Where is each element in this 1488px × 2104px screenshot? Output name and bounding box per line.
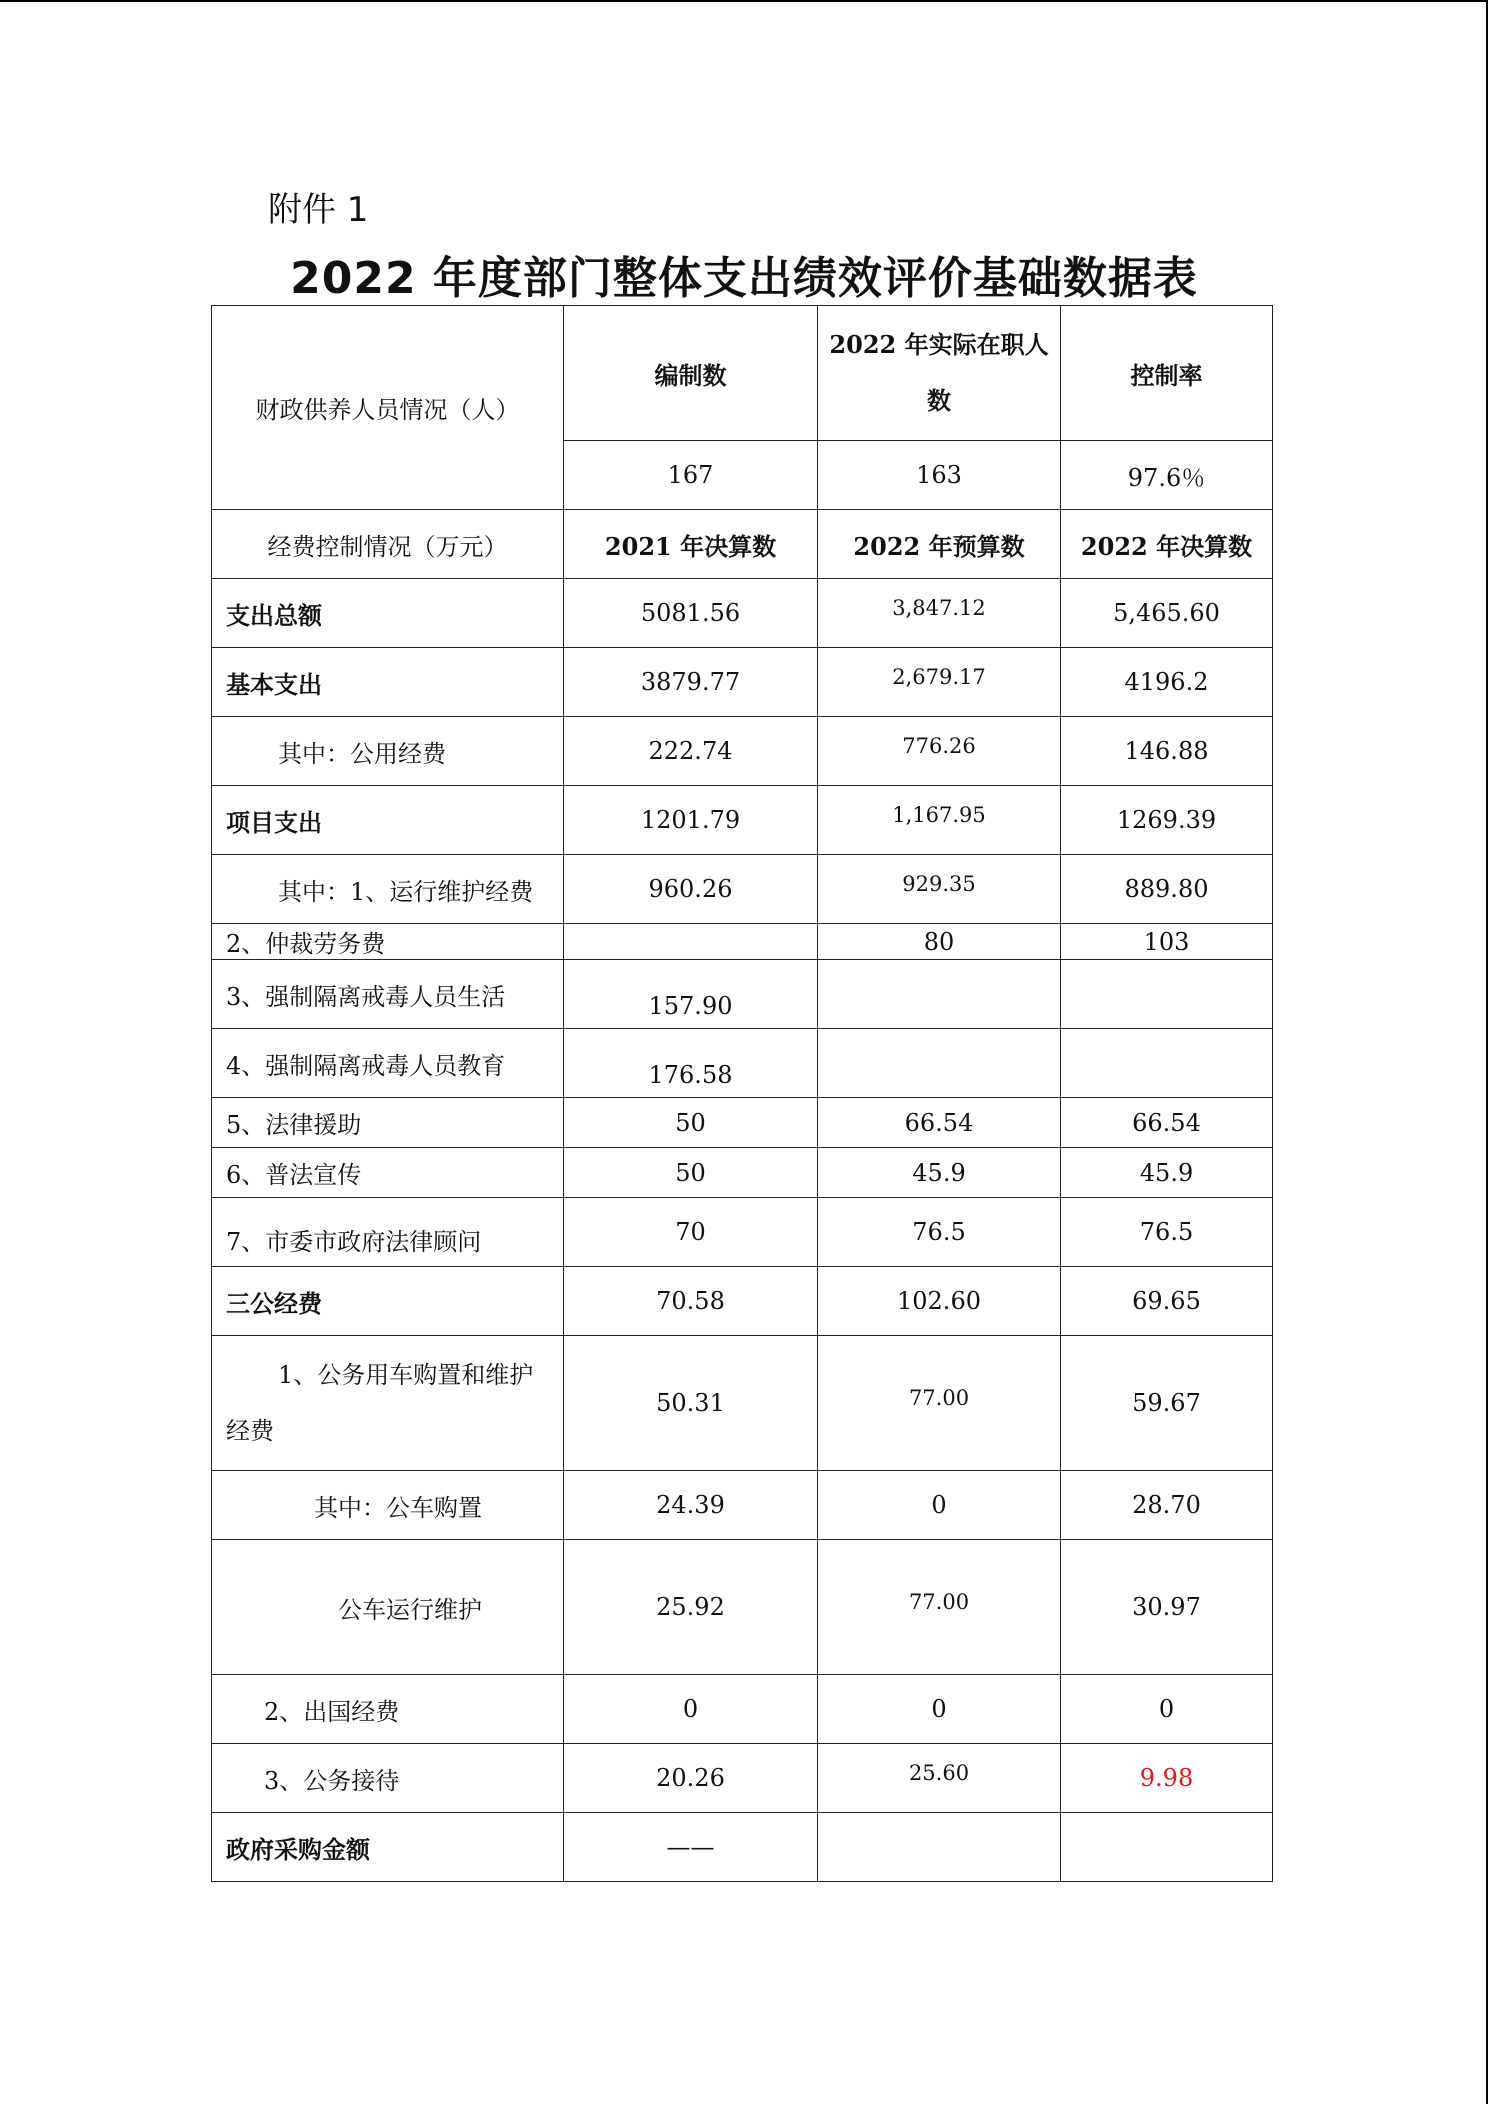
row-label: 2、出国经费	[212, 1675, 564, 1744]
value-cell: 77.00	[908, 1590, 970, 1614]
value-cell: 163	[818, 441, 1061, 510]
value-cell: 176.58	[564, 1029, 818, 1098]
value-cell: 889.80	[1061, 855, 1273, 924]
table-row	[212, 960, 1273, 1029]
table-row	[212, 924, 1273, 960]
attachment-label: 附件 1	[268, 190, 369, 230]
header-cell: 2022 年预算数	[818, 510, 1061, 579]
row-label-line2: 经费	[226, 1417, 274, 1445]
table-row	[212, 1540, 1273, 1675]
row-label: 其中：公车购置	[212, 1471, 564, 1540]
row-label: 支出总额	[212, 579, 564, 648]
table-row	[212, 1029, 1273, 1098]
value-cell: 76.5	[818, 1198, 1061, 1267]
staff-label-cell	[212, 306, 564, 510]
value-cell: 69.65	[1061, 1267, 1273, 1336]
table-row	[212, 1813, 1273, 1882]
row-label-line1: 1、公务用车购置和维护	[278, 1361, 534, 1389]
staff-label: 财政供养人员情况（人）	[255, 396, 520, 424]
table-row	[212, 1675, 1273, 1744]
value-cell: 102.60	[818, 1267, 1061, 1336]
value-cell: 28.70	[1061, 1471, 1273, 1540]
value-cell: 1269.39	[1061, 786, 1273, 855]
value-cell: 25.92	[564, 1540, 818, 1675]
table-row	[212, 510, 1273, 579]
page-title: 2022 年度部门整体支出绩效评价基础数据表	[290, 253, 1198, 304]
value-cell: 70	[564, 1198, 818, 1267]
header-cell: 编制数	[564, 306, 818, 441]
value-cell: 103	[1061, 924, 1273, 960]
value-cell: 70.58	[564, 1267, 818, 1336]
value-cell	[1061, 960, 1273, 1029]
table-row	[212, 1471, 1273, 1540]
value-cell: 2,679.17	[892, 665, 986, 689]
row-label: 6、普法宣传	[212, 1148, 564, 1198]
value-cell: 960.26	[564, 855, 818, 924]
value-cell: 76.5	[1061, 1198, 1273, 1267]
table-row	[212, 717, 1273, 786]
row-label	[212, 1336, 564, 1471]
value-cell: 0	[1061, 1675, 1273, 1744]
value-cell	[564, 924, 818, 960]
value-cell: 20.26	[564, 1744, 818, 1813]
header-cell: 2022 年决算数	[1061, 510, 1273, 579]
row-label: 4、强制隔离戒毒人员教育	[212, 1029, 564, 1098]
value-cell: 0	[818, 1471, 1061, 1540]
value-cell: 30.97	[1061, 1540, 1273, 1675]
value-cell	[818, 1029, 1061, 1098]
value-cell: 776.26	[902, 734, 976, 758]
value-cell: 50	[564, 1098, 818, 1148]
value-cell: ——	[564, 1813, 818, 1882]
value-cell: 157.90	[564, 960, 818, 1029]
funds-label: 经费控制情况（万元）	[212, 510, 564, 579]
row-label: 其中：公用经费	[212, 717, 564, 786]
value-cell: 80	[818, 924, 1061, 960]
value-cell: 222.74	[564, 717, 818, 786]
table-row	[212, 1198, 1273, 1267]
value-cell: 45.9	[818, 1148, 1061, 1198]
row-label: 7、市委市政府法律顾问	[212, 1198, 564, 1267]
value-cell	[818, 960, 1061, 1029]
value-cell: 3,847.12	[892, 596, 986, 620]
value-cell: 929.35	[902, 872, 976, 896]
value-cell	[1061, 1813, 1273, 1882]
value-cell: 5,465.60	[1061, 579, 1273, 648]
row-label: 基本支出	[212, 648, 564, 717]
row-label: 三公经费	[212, 1267, 564, 1336]
value-cell: 167	[564, 441, 818, 510]
value-cell: 5081.56	[564, 579, 818, 648]
value-cell: 25.60	[908, 1761, 970, 1785]
row-label: 其中：1、运行维护经费	[212, 855, 564, 924]
row-label: 公车运行维护	[212, 1540, 564, 1675]
value-cell: 1201.79	[564, 786, 818, 855]
row-label: 3、强制隔离戒毒人员生活	[212, 960, 564, 1029]
row-label: 3、公务接待	[212, 1744, 564, 1813]
table-row	[212, 1267, 1273, 1336]
table-row	[212, 1098, 1273, 1148]
value-cell: 66.54	[818, 1098, 1061, 1148]
header-cell: 2021 年决算数	[564, 510, 818, 579]
value-cell: 4196.2	[1061, 648, 1273, 717]
table-row	[212, 579, 1273, 648]
table-row	[212, 648, 1273, 717]
value-cell: 3879.77	[564, 648, 818, 717]
value-cell: 59.67	[1061, 1336, 1273, 1471]
value-cell: 1,167.95	[892, 803, 986, 827]
row-label: 2、仲裁劳务费	[212, 924, 564, 960]
table-row	[212, 1336, 1273, 1471]
table-row	[212, 786, 1273, 855]
performance-data-table	[211, 305, 1273, 1882]
table-row	[212, 855, 1273, 924]
highlighted-value-cell: 9.98	[1061, 1744, 1273, 1813]
value-cell: 24.39	[564, 1471, 818, 1540]
value-cell: 66.54	[1061, 1098, 1273, 1148]
row-label: 项目支出	[212, 786, 564, 855]
value-cell: 0	[564, 1675, 818, 1744]
value-cell: 77.00	[908, 1386, 970, 1410]
value-cell: 0	[818, 1675, 1061, 1744]
row-label: 政府采购金额	[212, 1813, 564, 1882]
value-cell: 97.6％	[1061, 441, 1273, 510]
row-label: 5、法律援助	[212, 1098, 564, 1148]
header-cell: 2022 年实际在职人数	[818, 306, 1061, 441]
value-cell	[818, 1813, 1061, 1882]
value-cell: 50.31	[564, 1336, 818, 1471]
header-cell: 控制率	[1061, 306, 1273, 441]
page-border-top	[0, 0, 1488, 2]
value-cell: 146.88	[1061, 717, 1273, 786]
table-row	[212, 1744, 1273, 1813]
value-cell: 50	[564, 1148, 818, 1198]
value-cell: 45.9	[1061, 1148, 1273, 1198]
value-cell	[1061, 1029, 1273, 1098]
table-row	[212, 306, 1273, 441]
table-row	[212, 1148, 1273, 1198]
